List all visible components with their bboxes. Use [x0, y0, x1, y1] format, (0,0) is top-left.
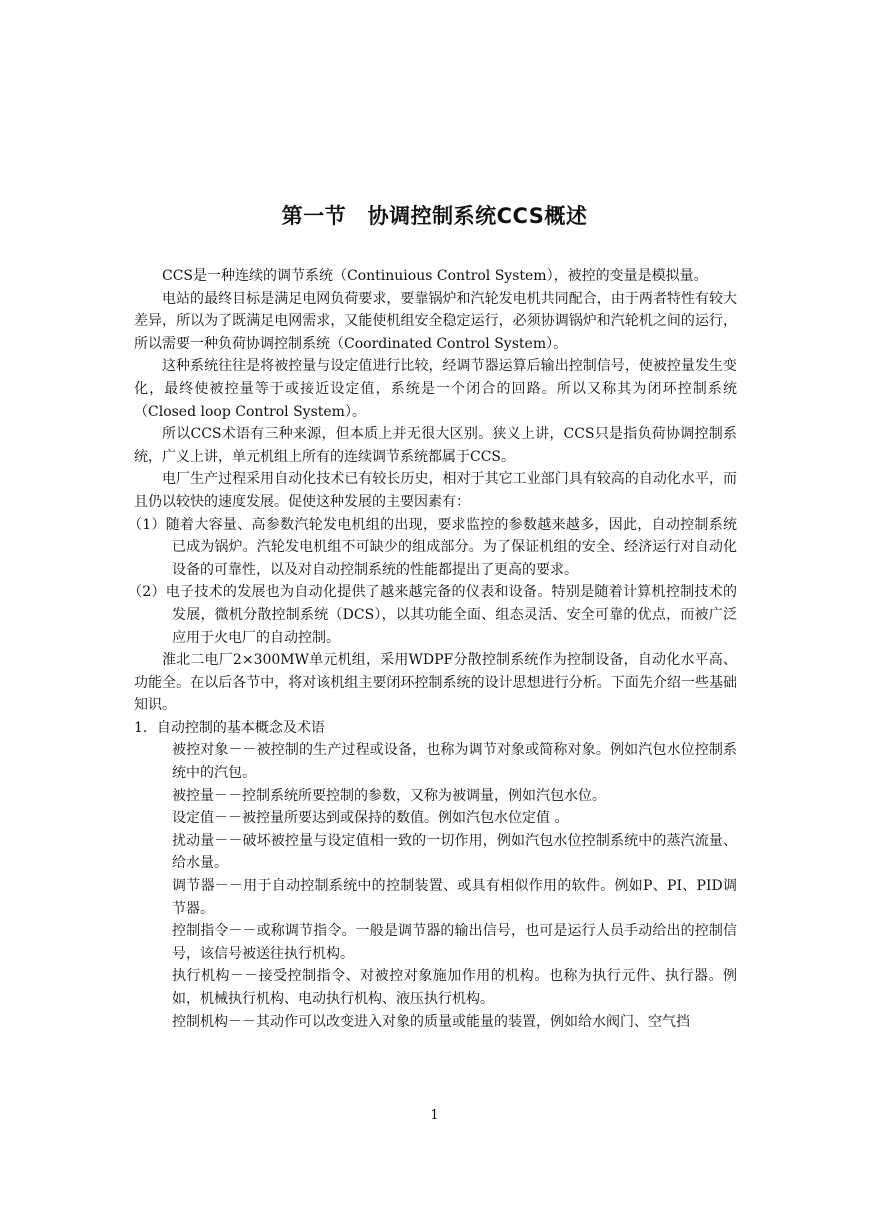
section-title: 第一节 协调控制系统CCS概述: [281, 204, 588, 228]
paragraph-closed-loop: 这种系统往往是将被控量与设定值进行比较，经调节器运算后输出控制信号，使被控量发生变化，最终使被控量等于或接近设定值，系统是一个闭合的回路。所以又称其为闭环控制系统（Closed loop Control System）。: [134, 358, 737, 420]
list-item-large-capacity: （1）随着大容量、高参数汽轮发电机组的出现，要求监控的参数越来越多，因此，自动控制系统已成为锅炉。汽轮发电机组不可缺少的组成部分。为了保证机组的安全、经济运行对自动化设备的可靠性，以及对自动控制系统的性能都提出了更高的要求。: [128, 516, 737, 578]
paragraph-huaibei-plant: 淮北二电厂2×300MW单元机组，采用WDPF分散控制系统作为控制设备，自动化水平高、功能全。在以后各节中，将对该机组主要闭环控制系统的设计思想进行分析。下面先介绍一些基础知识。: [134, 652, 737, 714]
document-body: [128, 265, 737, 1033]
paragraph-ccs-sources: 所以CCS术语有三种来源，但本质上并无很大区别。狭义上讲，CCS只是指负荷协调控制系统，广义上讲，单元机组上所有的连续调节系统都属于CCS。: [134, 426, 737, 465]
definition-actuator: 执行机构－－接受控制指令、对被控对象施加作用的机构。也称为执行元件、执行器。例如，机械执行机构、电动执行机构、液压执行机构。: [172, 968, 737, 1007]
page-number: 1: [430, 1108, 439, 1123]
paragraph-ccs-definition: CCS是一种连续的调节系统（Continuious Control System），被控的变量是模拟量。: [162, 268, 708, 284]
definition-setpoint: 设定值－－被控量所要达到或保持的数值。例如汽包水位定值 。: [172, 810, 569, 827]
paragraph-power-station-goal: 电站的最终目标是满足电网负荷要求，要靠锅炉和汽轮发电机共同配合，由于两者特性有较大差异，所以为了既满足电网需求，又能使机组安全稳定运行，必须协调锅炉和汽轮机之间的运行，所以需要一种负荷协调控制系统（Coordinated Control System）。: [134, 290, 737, 352]
subsection-heading: 1．自动控制的基本概念及术语: [134, 719, 325, 736]
definition-controlled-variable: 被控量－－控制系统所要控制的参数，又称为被调量，例如汽包水位。: [172, 787, 606, 804]
paragraph-automation-history: 电厂生产过程采用自动化技术已有较长历史，相对于其它工业部门具有较高的自动化水平，而且仍以较快的速度发展。促使这种发展的主要因素有：: [134, 471, 737, 510]
definition-control-command: 控制指令－－或称调节指令。一般是调节器的输出信号，也可是运行人员手动给出的控制信号，该信号被送往执行机构。: [172, 923, 737, 962]
list-item-electronics: （2）电子技术的发展也为自动化提供了越来越完备的仪表和设备。特别是随着计算机控制技术的发展，微机分散控制系统（DCS），以其功能全面、组态灵活、安全可靠的优点，而被广泛应用于火电厂的自动控制。: [128, 584, 737, 646]
definition-controller: 调节器－－用于自动控制系统中的控制装置、或具有相似作用的软件。例如P、PI、PID调节器。: [172, 878, 737, 917]
definition-controlled-object: 被控对象－－被控制的生产过程或设备，也称为调节对象或简称对象。例如汽包水位控制系统中的汽包。: [172, 742, 737, 782]
definition-control-mechanism: 控制机构－－其动作可以改变进入对象的质量或能量的装置，例如给水阀门、空气挡: [172, 1013, 690, 1030]
definition-disturbance: 扰动量－－破坏被控量与设定值相一致的一切作用，例如汽包水位控制系统中的蒸汽流量、给水量。: [172, 832, 737, 872]
